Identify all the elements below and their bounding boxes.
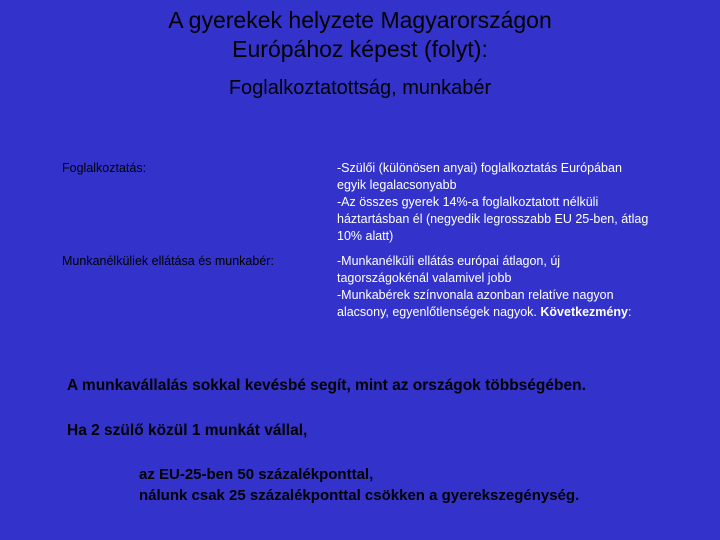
slide-subtitle: Foglalkoztatottság, munkabér bbox=[228, 77, 492, 99]
table-row bbox=[56, 157, 689, 250]
conclusion-3 bbox=[139, 464, 579, 506]
employment-line: -Szülői (különösen anyai) foglalkoztatás Európában bbox=[337, 161, 622, 175]
employment-line: -Az összes gyerek 14%-a foglalkoztatott nélküli bbox=[337, 195, 599, 209]
title-line-1: A gyerekek helyzete Magyarországon bbox=[168, 7, 552, 33]
title-line-2: Európához képest (folyt): bbox=[232, 36, 488, 62]
row-content-unemployment bbox=[331, 250, 689, 326]
unemployment-line bbox=[337, 304, 682, 321]
table-row bbox=[56, 250, 689, 326]
conclusion-3-line-2: nálunk csak 25 százalékponttal csökken a gyerekszegénység. bbox=[139, 487, 580, 504]
employment-line: háztartásban él (negyedik legrosszabb EU 25-ben, átlag bbox=[337, 212, 649, 226]
unemployment-line: tagországokénál valamivel jobb bbox=[337, 271, 512, 285]
row-label-unemployment: Munkanélküliek ellátása és munkabér: bbox=[56, 250, 331, 326]
employment-line: 10% alatt) bbox=[337, 229, 394, 243]
row-content-employment bbox=[331, 157, 689, 250]
conclusion-3-line-1: az EU-25-ben 50 százalékponttal, bbox=[139, 466, 374, 483]
consequence-label: Következmény bbox=[540, 305, 628, 319]
slide-title bbox=[0, 6, 720, 64]
unemployment-line: -Munkanélküli ellátás európai átlagon, új bbox=[337, 254, 561, 268]
conclusion-2: Ha 2 szülő közül 1 munkát vállal, bbox=[67, 422, 308, 439]
consequence-colon: : bbox=[627, 305, 632, 319]
unemployment-line: -Munkabérek színvonala azonban relatíve nagyon bbox=[337, 288, 614, 302]
row-label-employment: Foglalkoztatás: bbox=[56, 157, 331, 250]
employment-line: egyik legalacsonyabb bbox=[337, 178, 457, 192]
info-table bbox=[55, 156, 689, 326]
conclusion-1: A munkavállalás sokkal kevésbé segít, mint az országok többségében. bbox=[67, 377, 586, 394]
unemployment-line-text: alacsony, egyenlőtlenségek nagyok. bbox=[337, 305, 537, 319]
